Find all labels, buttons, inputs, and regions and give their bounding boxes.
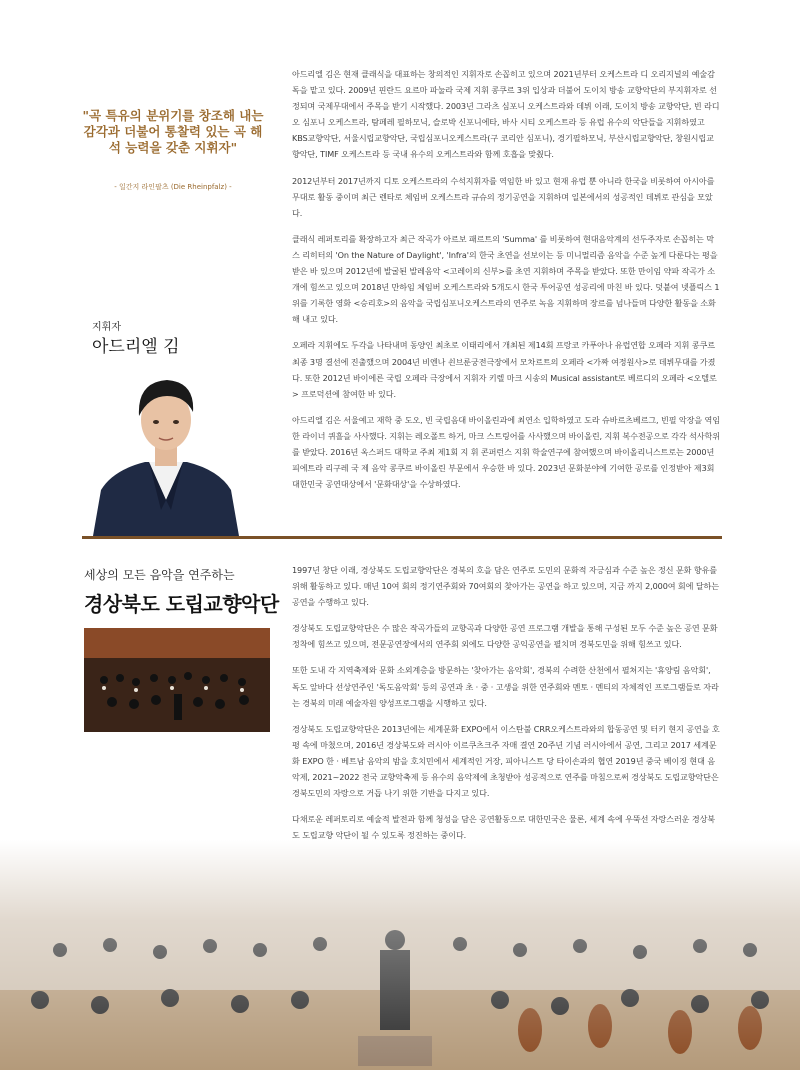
orchestra-background-photo	[0, 840, 800, 1070]
orchestra-photo	[84, 628, 270, 732]
orchestra-paragraph: 경상북도 도립교향악단은 2013년에는 세계문화 EXPO에서 이스탄불 CRR오케스트라와의 합동공연 및 터키 현지 공연을 호평 속에 마쳤으며, 2016년 경상북도와 러시아 이르쿠츠크주 자매 결연 20주년 기념 러시아에서 공연, 그리고 2017 세계문화 EXPO 한 · 베트남 음악의 밤을 호치민에서 세계적인 거장, 피아니스트 당 타이손과의 협연 2019년 중국 베이징 현대 음악제, 2021~2022 전국 교향악축제 등 유수의 음악제에 초청받아 성공적으로 연주를 마침으로써 경상북도 도립교향악단은 경북도민의 자랑으로 거듭 나기 위한 기반을 다지고 있다.	[292, 723, 720, 799]
section-divider	[82, 536, 722, 539]
bio-paragraph: 오페라 지휘에도 두각을 나타내며 동양인 최초로 이태리에서 개최된 제14회 프랑코 카푸아나 유럽연합 오페라 지휘 콩쿠르 최종 3명 결선에 진출했으며 2004년 비엔나 쇤브룬궁전극장에서 모차르트의 오페라 <가짜 여정원사>로 데뷔무대를 가졌다. 또한 2012년 바이에른 국립 오페라 극장에서 지휘자 키렐 마크 시송의 Musical assistant로 베르디의 오페라 <오텔로> 프로덕션에 참여한 바 있다.	[292, 340, 717, 399]
bio-paragraph: 아드리엘 김은 서울예고 재학 중 도오, 빈 국립음대 바이올린과에 최연소 입학하였고 도라 슈바르츠베르그, 빈필 악장을 역임한 라이너 퀴흘을 사사했다. 지휘는 레오폴트 하거, 마크 스트링어를 사사했으며 바이올린, 지휘 복수전공으로 각각 석사학위를 받았다. 2016년 옥스퍼드 대학교 주최 제1회 지 휘 콘퍼런스 지휘 학술연구에 참여했으며 바이올리니스트로는 2000년 피에트라 리구레 국 제 음악 콩쿠르 바이올린 부문에서 우승한 바 있다. 2023년 문화분야에 기여한 공로를 인정받아 제3회 대한민국 공연대상에서 '문화대상'을 수상하였다.	[292, 414, 720, 490]
conductor-name: 아드리엘 김	[92, 337, 180, 357]
orchestra-title: 경상북도 도립교향악단	[84, 592, 279, 616]
quote-source: - 일간지 라인팔츠 (Die Rheinpfalz) -	[114, 183, 232, 191]
orchestra-paragraph: 1997년 창단 이래, 경상북도 도립교향악단은 경북의 호을 담은 연주로 도민의 문화적 자긍심과 수준 높은 정신 문화 향유를 위해 활동하고 있다. 매년 10여 회의 정기연주회와 70여회의 찾아가는 공연을 하고 있으며, 지금 까지 2,000여 회에 달하는 공연을 수행하고 있다.	[292, 565, 719, 608]
conductor-photo	[93, 370, 239, 536]
pull-quote: "곡 특유의 분위기를 창조해 내는 감각과 더불어 통찰력 있는 곡 해석 능력을 갖춘 지휘자"	[82, 108, 264, 155]
orchestra-bio	[292, 562, 720, 853]
orchestra-paragraph: 또한 도내 각 지역축제와 문화 소외계층을 방문하는 '찾아가는 음악회', 경북의 수려한 산천에서 펼쳐지는 '휴양림 음악회', 독도 앞바다 선상연주인 '독도음악회' 등의 공연과 초 · 중 · 고생을 위한 연주회와 멘토 · 멘티의 자체적인 프로그램들로 자라는 경북의 미래 예술자원 양성프로그램을 시행하고 있다.	[292, 665, 719, 708]
orchestra-paragraph: 다채로운 레퍼토리로 예술적 발전과 함께 청성을 담은 공연활동으로 대한민국은 물론, 세계 속에 우뚝선 자랑스러운 경상북도 도립교향 악단이 될 수 있도록 정진하는 중이다.	[292, 814, 716, 841]
conductor-role: 지휘자	[92, 322, 121, 333]
bio-paragraph: 클래식 레퍼토리를 확장하고자 최근 작곡가 아르보 패르트의 'Summa' 를 비롯하여 현대음악계의 선두주자로 손꼽히는 막스 리히터의 'On the Nature of Daylight', 'Infra'의 한국 초연을 선보이는 등 미니멀리즘 음악을 수준 높게 다룬다는 평을 받은 바 있으며 2012년에 발굴된 발레음악 <고레이의 신부>를 초연 지휘하며 주목을 받았다. 또한 만이임 약파 작곡가 소개에 힘쓰고 있으며 2018년 만하임 체임버 오케스트라와 5개도시 한국 투어공연 성공리에 마친 바 있다. 덧붙여 넷플릭스 1위를 기록한 영화 <승리호>의 음악을 국립심포니오케스트라의 연주로 녹음 지휘하며 장르를 넘나들며 다양한 활동을 소화해 내고 있다.	[292, 233, 720, 325]
orchestra-paragraph: 경상북도 도립교향악단은 수 많은 작곡가들의 교향곡과 다양한 공연 프로그램 개발을 통해 구성된 모두 수준 높은 공연 문화 정착에 힘쓰고 있으며, 전문공연장에서의 연주회 외에도 다양한 공익공연을 펼치며 경북도민을 위해 힘쓰고 있다.	[292, 623, 718, 650]
bio-paragraph: 2012년부터 2017년까지 디토 오케스트라의 수석지휘자를 역임한 바 있고 현재 유럽 뿐 아니라 한국을 비롯하여 아시아를 무대로 활동 중이며 최근 렌타로 체임버 오케스트라 규슈의 정기공연을 지휘하며 일본에서의 성공적인 데뷔로 관심을 모았다.	[292, 175, 715, 218]
conductor-bio	[292, 66, 720, 502]
bio-paragraph: 아드리엘 김은 현재 클래식을 대표하는 창의적인 지휘자로 손꼽히고 있으며 2021년부터 오케스트라 디 오리지널의 예술감독을 맡고 있다. 2009년 핀란드 요르마 파눌라 국제 지휘 콩쿠르 3위 입상과 더불어 도이치 방송 교향악단의 부지휘자로 선정되며 국제무대에서 주목을 받기 시작했다. 2003년 그라츠 심포니 오케스트라와 데뷔 이래, 도이치 방송 교향악단, 빈 라디오 심포니 오케스트라, 탐페레 필하모닉, 슬로박 신포니에타, 바사 시티 오케스트라 등 유럽 유수의 악단들을 지휘하였고 KBS교향악단, 서울시립교향악단, 국립심포니오케스트라(구 코리안 심포니), 경기필하모닉, 부산시립교향악단, 창원시립교향악단, TIMF 오케스트라 등 국내 유수의 오케스트라와 함께 호흡을 맞췄다.	[292, 69, 720, 160]
orchestra-subtitle: 세상의 모든 음악을 연주하는	[84, 568, 235, 582]
